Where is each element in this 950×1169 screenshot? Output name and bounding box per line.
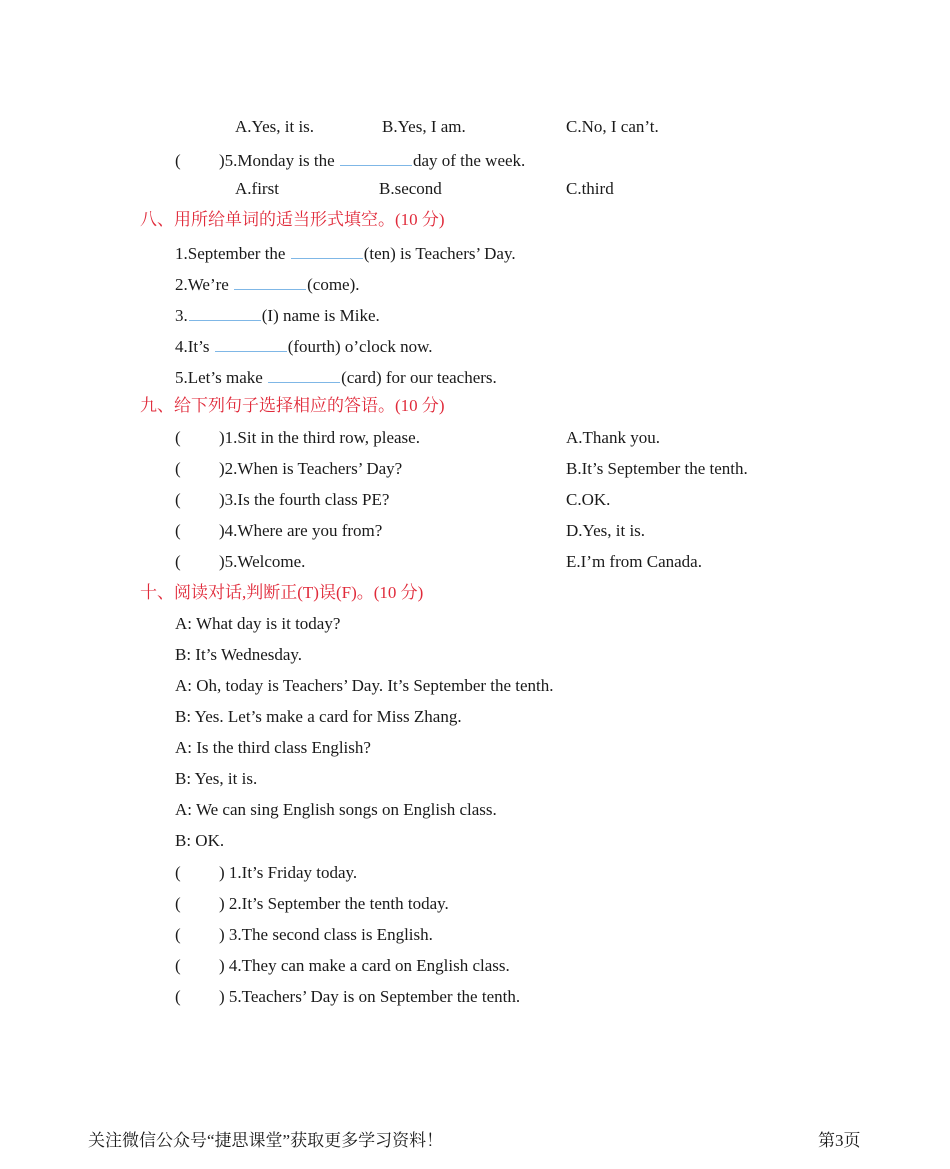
dialogue-line: A: We can sing English songs on English class. <box>175 800 497 819</box>
dialogue-line: A: What day is it today? <box>175 614 341 633</box>
s8-item-5: 5.Let’s make (card) for our teachers. <box>175 365 497 388</box>
dialogue-line: B: OK. <box>175 831 225 850</box>
section8-title: 八、用所给单词的适当形式填空。(10 分) <box>140 210 445 229</box>
dialogue-line: A: Is the third class English? <box>175 738 371 757</box>
s9-question-3: ( )3.Is the fourth class PE? <box>175 490 390 509</box>
answer-paren[interactable]: ( <box>175 956 181 975</box>
fill-blank[interactable] <box>268 365 340 383</box>
dialogue-line: B: Yes, it is. <box>175 769 258 788</box>
answer-paren[interactable]: ( <box>175 151 181 170</box>
s9-question-4: ( )4.Where are you from? <box>175 521 383 540</box>
q4-option-b: B.Yes, I am. <box>382 117 466 136</box>
dialogue-line: B: It’s Wednesday. <box>175 645 303 664</box>
section9-title: 九、给下列句子选择相应的答语。(10 分) <box>140 396 445 415</box>
q4-option-c: C.No, I can’t. <box>566 117 659 136</box>
answer-paren[interactable]: ( <box>175 925 181 944</box>
q5-option-c: C.third <box>566 179 614 198</box>
q4-option-a: A.Yes, it is. <box>235 117 315 136</box>
fill-blank[interactable] <box>189 303 261 321</box>
s8-item-2: 2.We’re (come). <box>175 272 360 295</box>
s9-question-5: ( )5.Welcome. <box>175 552 306 571</box>
dialogue-line: B: Yes. Let’s make a card for Miss Zhang. <box>175 707 462 726</box>
dialogue-line: A: Oh, today is Teachers’ Day. It’s September the tenth. <box>175 676 554 695</box>
answer-paren[interactable]: ( <box>175 428 181 447</box>
fill-blank[interactable] <box>215 334 287 352</box>
tf-statement-2: ( ) 2.It’s September the tenth today. <box>175 894 449 913</box>
s9-question-1: ( )1.Sit in the third row, please. <box>175 428 420 447</box>
fill-blank[interactable] <box>291 241 363 259</box>
fill-blank[interactable] <box>340 148 412 166</box>
answer-paren[interactable]: ( <box>175 894 181 913</box>
s8-item-1: 1.September the (ten) is Teachers’ Day. <box>175 241 516 264</box>
q5-option-a: A.first <box>235 179 279 198</box>
fill-blank[interactable] <box>234 272 306 290</box>
answer-paren[interactable]: ( <box>175 459 181 478</box>
s9-answer-a: A.Thank you. <box>566 428 660 447</box>
s9-answer-c: C.OK. <box>566 490 611 509</box>
footer-note: 关注微信公众号“捷思课堂”获取更多学习资料！ <box>88 1131 444 1150</box>
s8-item-4: 4.It’s (fourth) o’clock now. <box>175 334 433 357</box>
s9-answer-d: D.Yes, it is. <box>566 521 646 540</box>
answer-paren[interactable]: ( <box>175 521 181 540</box>
answer-paren[interactable]: ( <box>175 490 181 509</box>
q5-question: ( )5.Monday is the day of the week. <box>175 148 525 171</box>
tf-statement-1: ( ) 1.It’s Friday today. <box>175 863 358 882</box>
q5-option-b: B.second <box>379 179 442 198</box>
tf-statement-4: ( ) 4.They can make a card on English class. <box>175 956 510 975</box>
page-number: 第3页 <box>818 1131 861 1150</box>
s9-question-2: ( )2.When is Teachers’ Day? <box>175 459 403 478</box>
section10-title: 十、阅读对话,判断正(T)误(F)。(10 分) <box>140 583 424 602</box>
s9-answer-e: E.I’m from Canada. <box>566 552 702 571</box>
s9-answer-b: B.It’s September the tenth. <box>566 459 748 478</box>
answer-paren[interactable]: ( <box>175 863 181 882</box>
tf-statement-3: ( ) 3.The second class is English. <box>175 925 433 944</box>
tf-statement-5: ( ) 5.Teachers’ Day is on September the tenth. <box>175 987 521 1006</box>
s8-item-3: 3. (I) name is Mike. <box>175 303 380 326</box>
answer-paren[interactable]: ( <box>175 552 181 571</box>
answer-paren[interactable]: ( <box>175 987 181 1006</box>
